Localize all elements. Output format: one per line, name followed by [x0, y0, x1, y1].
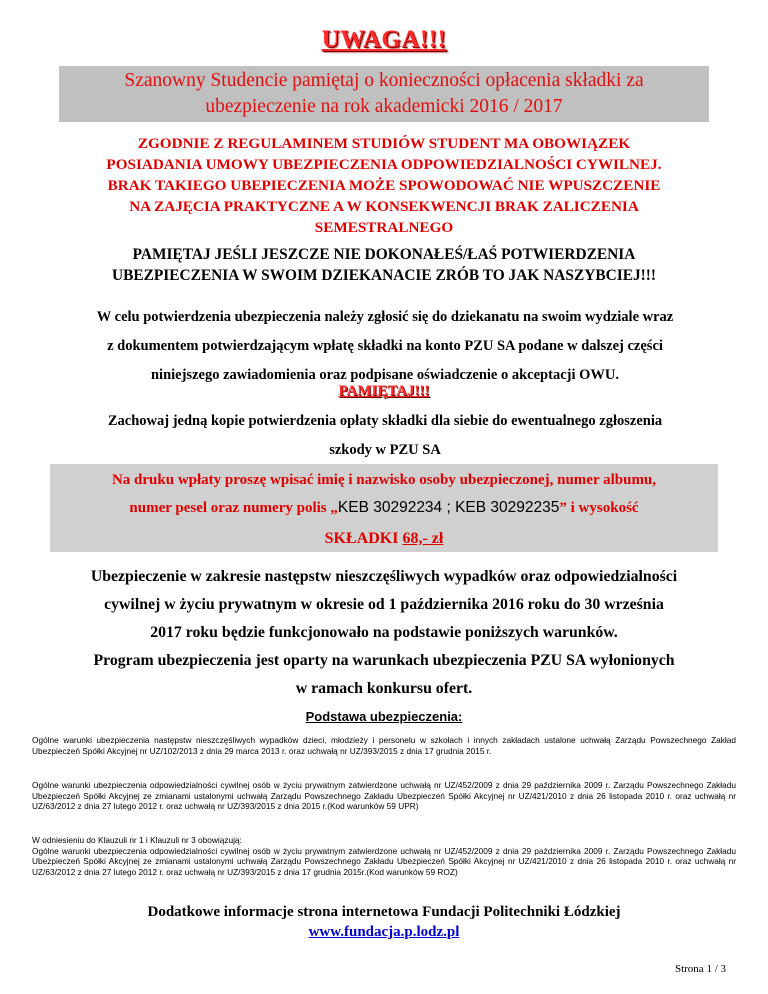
warning-title: UWAGA!!!: [321, 26, 447, 53]
basis-paragraph-clauses: [32, 835, 736, 877]
notice-line: NA ZAJĘCIA PRAKTYCZNE A W KONSEKWENCJI BRAK ZALICZENIA: [129, 198, 639, 215]
confirmation-reminder: [55, 244, 713, 286]
payment-line-2: [50, 494, 718, 522]
additional-info-text: Dodatkowe informacje strona internetowa Fundacji Politechniki Łódzkiej: [147, 904, 621, 920]
keep-copy-instructions: [55, 407, 715, 465]
payment-line-2-suffix: ” i wysokość: [559, 500, 639, 516]
instruction-line: W celu potwierdzenia ubezpieczenia należy zgłosić się do dziekanatu na swoim wydziale wraz: [96, 309, 674, 325]
additional-info: [0, 902, 768, 942]
instruction-line: z dokumentem potwierdzającym wpłatę składki na konto PZU SA podane w dalszej części: [107, 338, 663, 354]
payment-line-1: Na druku wpłaty proszę wpisać imię i nazwisko osoby ubezpieczonej, numer albumu,: [111, 472, 657, 488]
reminder-banner: [59, 66, 709, 122]
banner-line-1: Szanowny Studencie pamiętaj o konieczności opłacenia składki za: [124, 70, 644, 91]
notice-line: ZGODNIE Z REGULAMINEM STUDIÓW STUDENT MA OBOWIĄZEK: [137, 135, 631, 152]
insurance-line: cywilnej w życiu prywatnym w okresie od 1 października 2016 roku do 30 września: [104, 596, 664, 613]
confirmation-instructions: [55, 303, 715, 390]
foundation-website-link[interactable]: www.fundacja.p.lodz.pl: [308, 924, 460, 940]
keep-line: szkody w PZU SA: [329, 442, 441, 458]
payment-line-2-prefix: numer pesel oraz numery polis „: [129, 500, 338, 516]
reminder-line: PAMIĘTAJ JEŚLI JESZCZE NIE DOKONAŁEŚ/ŁAŚ POTWIERDZENIA: [132, 246, 636, 263]
fee-label: SKŁADKI: [324, 530, 399, 547]
policy-numbers: KEB 30292234 ; KEB 30292235: [337, 499, 560, 516]
insurance-line: 2017 roku będzie funkcjonowało na podstawie poniższych warunków.: [150, 624, 618, 641]
basis-heading: Podstawa ubezpieczenia:: [305, 709, 463, 724]
insurance-description: [40, 563, 728, 703]
clauses-intro: W odniesieniu do Klauzuli nr 1 i Klauzuli nr 3 obowiązują:: [32, 835, 242, 845]
notice-line: SEMESTRALNEGO: [314, 219, 454, 236]
insurance-line: w ramach konkursu ofert.: [295, 680, 473, 697]
instruction-line: niniejszego zawiadomienia oraz podpisane oświadczenie o akceptacji OWU.: [150, 367, 619, 383]
reminder-line: UBEZPIECZENIA W SWOIM DZIEKANACIE ZRÓB TO JAK NASZYBCIEJ!!!: [111, 267, 657, 284]
fee-line: [50, 524, 718, 554]
notice-line: POSIADANIA UMOWY UBEZPIECZENIA ODPOWIEDZIALNOŚCI CYWILNEJ.: [106, 156, 662, 173]
payment-instructions-box: [50, 464, 718, 552]
notice-line: BRAK TAKIEGO UBEPIECZENIA MOŻE SPOWODOWAĆ NIE WPUSZCZENIE: [107, 177, 661, 194]
insurance-line: Ubezpieczenie w zakresie następstw nieszczęśliwych wypadków oraz odpowiedzialności: [90, 568, 678, 585]
clauses-text: Ogólne warunki ubezpieczenia odpowiedzialności cywilnej osób w życiu prywatnym zatwierdzone uchwałą nr UZ/452/2009 z dnia 29 października 2009 r. Zarządu Powszechnego Zakładu Ubezpieczeń Spółki Akcyjnej ze zmianami ustalonymi uchwałą Zarządu Powszechnego Zakładu Ubezpieczeń Spółki Akcyjnej nr UZ/421/2010 z dnia 26 listopada 2010 r. oraz uchwałą nr UZ/63/2012 z dnia 27 lutego 2012 r. oraz uchwałą nr UZ/393/2015 z dnia 17 grudnia 2015r.(Kod warunków 59 ROZ): [32, 845, 736, 877]
basis-paragraph-oc: Ogólne warunki ubezpieczenia odpowiedzialności cywilnej osób w życiu prywatnym zatwierdzone uchwałą nr UZ/452/2009 z dnia 29 października 2009 r. Zarządu Powszechnego Zakładu Ubezpieczeń Spółki Akcyjnej ze zmianami ustalonymi uchwałą Zarządu Powszechnego Zakładu Ubezpieczeń Spółki Akcyjnej nr UZ/421/2010 z dnia 26 listopada 2010 r. oraz uchwałą nr UZ/63/2012 z dnia 27 lutego 2012 r. oraz uchwałą nr UZ/393/2015 z dnia 2015 r.(Kod warunków 59 UPR): [32, 780, 736, 812]
keep-line: Zachowaj jedną kopie potwierdzenia opłaty składki dla siebie do ewentualnego zgłoszenia: [107, 413, 663, 429]
regulation-notice: [55, 133, 713, 238]
banner-line-2: ubezpieczenie na rok akademicki 2016 / 2017: [205, 96, 563, 117]
basis-paragraph-nnw: Ogólne warunki ubezpieczenia następstw nieszczęśliwych wypadków dzieci, młodzieży i personelu w szkołach i innych zakładach ustalone uchwałą Zarządu Powszechnego Zakład Ubezpieczeń Spółki Akcyjnej nr UZ/102/2013 z dnia 29 marca 2013 r. oraz uchwałą nr UZ/393/2015 z dnia 17 grudnia 2015 r.: [32, 735, 736, 756]
page-number: Strona 1 / 3: [674, 963, 726, 975]
fee-amount: 68,- zł: [402, 530, 444, 547]
insurance-line: Program ubezpieczenia jest oparty na warunkach ubezpieczenia PZU SA wyłonionych: [93, 652, 675, 669]
remember-heading: PAMIĘTAJ!!!: [338, 383, 430, 399]
